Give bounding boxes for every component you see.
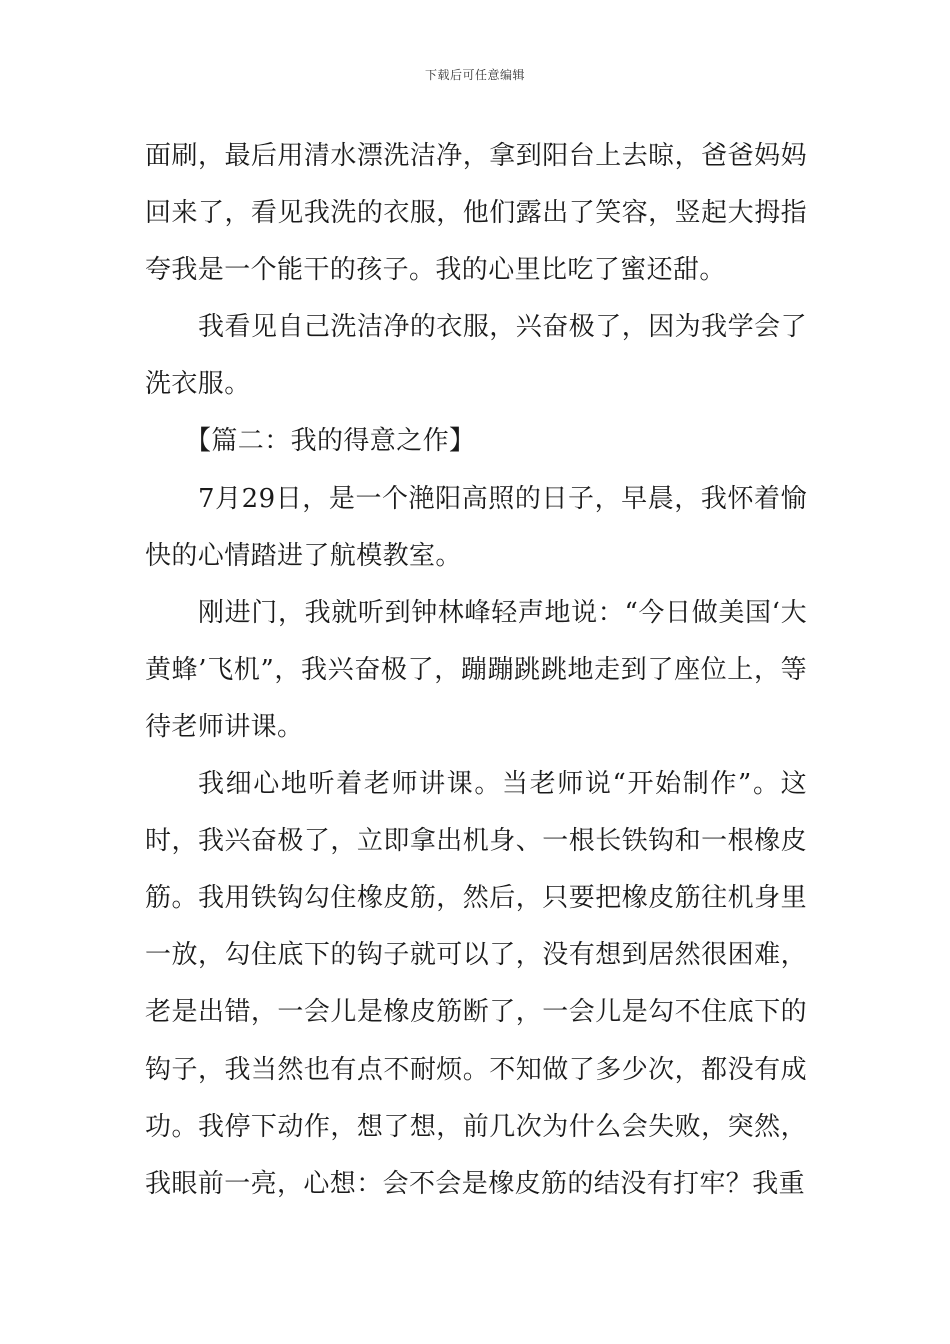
paragraph-2: 我看见自己洗洁净的衣服，兴奋极了，因为我学会了洗衣服。 (145, 312, 807, 400)
paragraph-3: 7月29日，是一个滟阳高照的日子，早晨，我怀着愉快的心情踏进了航模教室。 (145, 483, 807, 571)
page-header: 下载后可任意编辑 (424, 68, 525, 82)
document-body (145, 128, 807, 1213)
paragraph-1: 面刷，最后用清水漂洗洁净，拿到阳台上去晾，爸爸妈妈回来了，看见我洗的衣服，他们露出了笑容，竖起大拇指夸我是一个能干的孩子。我的心里比吃了蜜还甜。 (145, 141, 807, 286)
section-heading: 【篇二：我的得意之作】 (185, 426, 476, 457)
paragraph-5: 我细心地听着老师讲课。当老师说“开始制作”。这时，我兴奋极了，立即拿出机身、一根长铁钩和一根橡皮筋。我用铁钩勾住橡皮筋，然后，只要把橡皮筋往机身里一放，勾住底下的钩子就可以了，没有想到居然很困难，老是出错，一会儿是橡皮筋断了，一会儿是勾不住底下的钩子，我当然也有点不耐烦。不知做了多少次，都没有成功。我停下动作，想了想，前几次为什么会失败，突然，我眼前一亮，心想：会不会是橡皮筋的结没有打牢？我重 (145, 769, 807, 1199)
paragraph-4: 刚进门，我就听到钟林峰轻声地说：“今日做美国‘大黄蜂’飞机”，我兴奋极了，蹦蹦跳跳地走到了座位上，等待老师讲课。 (145, 597, 807, 742)
